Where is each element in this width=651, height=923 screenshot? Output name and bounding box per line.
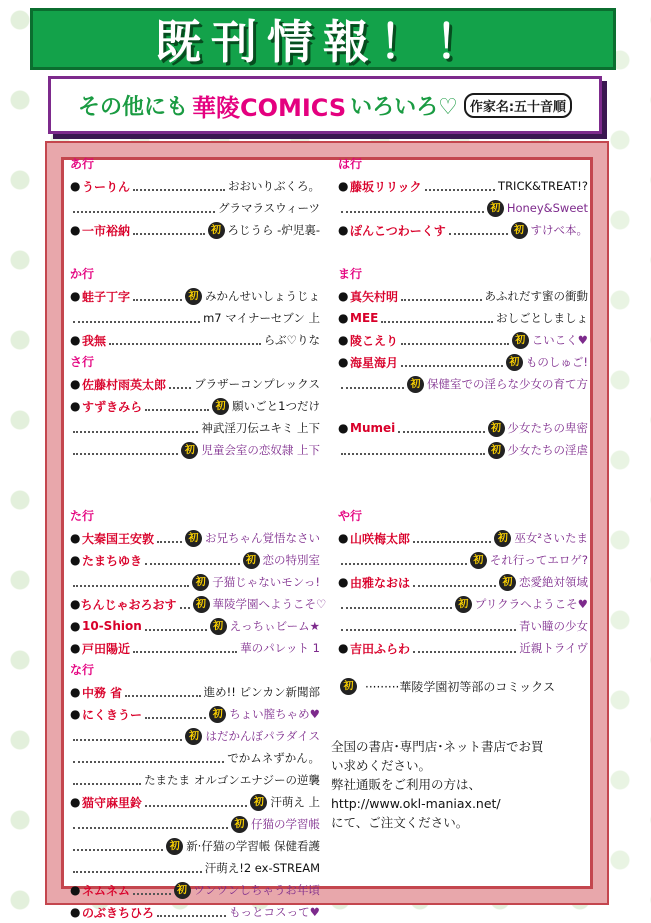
author-name: 戸田陽近: [82, 641, 131, 656]
list-item: [70, 175, 320, 197]
list-item: [338, 307, 588, 329]
list-item: [70, 593, 327, 615]
author-name: うーりん: [82, 179, 131, 194]
leader-dots: [133, 225, 205, 235]
sort-note: 作家名:五十音順: [464, 93, 572, 118]
list-item: [70, 879, 320, 901]
author-name: すずきみら: [82, 399, 143, 414]
book-title: 神武淫刀伝ユキミ 上下: [201, 421, 320, 435]
author-name: 真矢村明: [350, 289, 399, 304]
notice-url[interactable]: http://www.okl-maniax.net/: [331, 796, 501, 811]
bullet-icon: ●: [338, 531, 349, 545]
first-grade-badge-icon: 初: [470, 552, 487, 569]
author-name: 猫守麻里鈴: [82, 795, 143, 810]
book-title: m7 マイナーセブン 上: [203, 311, 320, 325]
author-name: にくきうー: [82, 707, 143, 722]
first-grade-badge-icon: 初: [185, 530, 202, 547]
leader-dots: [398, 423, 484, 433]
leader-dots: [133, 181, 225, 191]
list-item: [70, 197, 320, 219]
author-name: 山咲梅太郎: [350, 531, 411, 546]
list-item: [70, 747, 320, 769]
first-grade-badge-icon: 初: [185, 288, 202, 305]
section-heading: な行: [70, 663, 95, 677]
first-grade-badge-icon: 初: [487, 200, 504, 217]
leader-dots: [341, 445, 485, 455]
list-item: [70, 307, 320, 329]
notice-line: い求めください。: [331, 758, 432, 773]
author-name: ぽんこつわーくす: [350, 223, 446, 238]
bullet-icon: ●: [70, 531, 81, 545]
legend: [340, 678, 555, 695]
list-item: [338, 351, 588, 373]
leader-dots: [425, 181, 496, 191]
first-grade-badge-icon: 初: [193, 596, 210, 613]
list-item: [70, 395, 320, 417]
author-name: 陵こえり: [350, 333, 399, 348]
list-item: [70, 527, 320, 549]
section-heading: や行: [338, 509, 363, 523]
book-title: 巫女²さいたま: [514, 531, 588, 545]
leader-dots: [73, 841, 163, 851]
section-heading: あ行: [70, 157, 95, 171]
bullet-icon: ●: [70, 223, 81, 237]
bullet-icon: ●: [70, 179, 81, 193]
book-title: ろじうら -炉児裏-: [227, 223, 320, 237]
leader-dots: [341, 555, 467, 565]
bullet-icon: ●: [70, 685, 81, 699]
leader-dots: [145, 709, 206, 719]
book-title: 華のパレット 1: [240, 641, 320, 655]
leader-dots: [73, 203, 215, 213]
bullet-icon: ●: [70, 707, 81, 721]
brand-name: 華陵COMICS: [191, 93, 347, 122]
book-title: らぶ♡りな: [263, 333, 320, 347]
book-title: プリクラへようこそ♥: [474, 597, 588, 611]
first-grade-badge-icon: 初: [192, 574, 209, 591]
legend-text: 華陵学園初等部のコミックス: [399, 680, 555, 694]
leader-dots: [125, 687, 200, 697]
book-title: 近親トライヴ: [519, 641, 588, 655]
book-title: 児童会室の恋奴隷 上下: [201, 443, 320, 457]
leader-dots: [341, 203, 484, 213]
section-heading: さ行: [70, 355, 95, 369]
first-grade-badge-icon: 初: [455, 596, 472, 613]
book-title: 恋愛絶対領域: [519, 575, 588, 589]
leader-dots: [413, 533, 491, 543]
list-item: [70, 637, 320, 659]
first-grade-badge-icon: 初: [407, 376, 424, 393]
book-title: おおいりぶくろ。: [228, 179, 320, 193]
notice-line: 弊社通販をご利用の方は、: [331, 777, 482, 792]
bullet-icon: ●: [70, 399, 81, 413]
list-item: [338, 219, 588, 241]
author-name: のぶきちひろ: [82, 905, 155, 920]
leader-dots: [381, 313, 493, 323]
book-title: でかムネずかん。: [227, 751, 320, 765]
list-item: [338, 593, 588, 615]
author-name: 由雅なおは: [350, 575, 411, 590]
section-heading: か行: [70, 267, 95, 281]
book-title: 子猫じゃないモンっ!: [212, 575, 320, 589]
first-grade-badge-icon: 初: [212, 398, 229, 415]
list-item: [70, 615, 320, 637]
right-column: [338, 153, 588, 659]
leader-dots: [73, 753, 224, 763]
first-grade-badge-icon: 初: [340, 678, 357, 695]
first-grade-badge-icon: 初: [231, 816, 248, 833]
list-item: [70, 571, 320, 593]
book-title: おしごとしましょ: [496, 311, 588, 325]
list-item: [338, 439, 588, 461]
list-item: [70, 549, 320, 571]
book-title: こいこく♥: [531, 333, 588, 347]
section-heading: ま行: [338, 267, 363, 281]
leader-dots: [73, 731, 182, 741]
list-item: [338, 527, 588, 549]
author-name: 我無: [82, 333, 107, 348]
author-name: たまちゆき: [82, 553, 143, 568]
bullet-icon: ●: [70, 333, 81, 347]
first-grade-badge-icon: 初: [488, 420, 505, 437]
bullet-icon: ●: [338, 355, 349, 369]
list-item: [70, 813, 320, 835]
title-banner: [30, 8, 616, 70]
legend-dots: ·········: [365, 679, 400, 694]
book-title: ブラザーコンプレックス: [194, 377, 320, 391]
book-title: それ行ってエロゲ?: [489, 553, 588, 567]
list-item: [338, 571, 588, 593]
book-title: 願いごと1つだけ: [232, 399, 320, 413]
bullet-icon: ●: [338, 421, 349, 435]
bullet-icon: ●: [70, 905, 81, 919]
author-name: MEE: [350, 311, 379, 325]
bullet-icon: ●: [338, 289, 349, 303]
bullet-icon: ●: [70, 597, 81, 611]
leader-dots: [341, 379, 404, 389]
section-heading: た行: [70, 509, 95, 523]
author-name: Mumei: [350, 421, 396, 435]
list-item: [70, 681, 320, 703]
leader-dots: [73, 863, 202, 873]
author-name: 中務 省: [82, 685, 123, 700]
list-item: [338, 197, 588, 219]
list-item: [338, 417, 588, 439]
book-title: 少女たちの卑密: [507, 421, 588, 435]
leader-dots: [341, 599, 452, 609]
book-title: 少女たちの淫虐: [507, 443, 588, 457]
bullet-icon: ●: [70, 553, 81, 567]
leader-dots: [341, 621, 516, 631]
author-name: 佐藤村雨英太郎: [82, 377, 167, 392]
leader-dots: [180, 599, 190, 609]
book-title: すけべ本。: [530, 223, 588, 237]
author-name: ネムネム: [82, 883, 131, 898]
book-title: たまたま オルゴンエナジーの逆襲: [144, 773, 320, 787]
list-item: [70, 857, 320, 879]
leader-dots: [157, 907, 226, 917]
list-item: [70, 329, 320, 351]
leader-dots: [133, 885, 170, 895]
book-title: えっちぃビーム★: [229, 619, 320, 633]
bullet-icon: ●: [70, 641, 81, 655]
author-name: 海星海月: [350, 355, 399, 370]
author-name: ちんじゃおろおす: [80, 597, 177, 612]
leader-dots: [109, 335, 261, 345]
book-title: 新·仔猫の学習帳 保健看護: [186, 839, 320, 853]
leader-dots: [401, 291, 481, 301]
page-title: 既刊情報！！: [155, 15, 491, 69]
book-title: 汗萌え!2 ex-STREAM: [204, 861, 320, 875]
list-item: [70, 417, 320, 439]
list-item: [70, 725, 320, 747]
first-grade-badge-icon: 初: [166, 838, 183, 855]
leader-dots: [73, 423, 198, 433]
book-title: 保健室での淫らな少女の育て方: [427, 377, 588, 391]
leader-dots: [169, 379, 191, 389]
book-title: 仔猫の学習帳: [251, 817, 320, 831]
notice-line: にて、ご注文ください。: [331, 815, 469, 830]
list-item: [338, 175, 588, 197]
author-name: 大秦国王安敦: [82, 531, 155, 546]
first-grade-badge-icon: 初: [494, 530, 511, 547]
subtitle-part2: いろいろ♡: [350, 94, 458, 120]
book-title: 青い瞳の少女: [519, 619, 588, 633]
leader-dots: [133, 643, 237, 653]
first-grade-badge-icon: 初: [208, 222, 225, 239]
leader-dots: [449, 225, 508, 235]
book-title: ツンツンしちゃうお年頃: [193, 883, 320, 897]
bullet-icon: ●: [70, 377, 81, 391]
first-grade-badge-icon: 初: [512, 332, 529, 349]
book-title: はだかんぼパラダイス: [205, 729, 320, 743]
book-title: あふれだす蜜の衝動: [484, 289, 588, 303]
first-grade-badge-icon: 初: [209, 706, 226, 723]
list-item: [338, 637, 588, 659]
author-name: 一市裕納: [82, 223, 131, 238]
list-item: [338, 285, 588, 307]
bullet-icon: ●: [70, 619, 81, 633]
order-notice: [331, 737, 597, 832]
leader-dots: [133, 291, 182, 301]
leader-dots: [145, 555, 239, 565]
list-item: [70, 285, 320, 307]
first-grade-badge-icon: 初: [210, 618, 227, 635]
leader-dots: [145, 621, 207, 631]
list-item: [338, 329, 588, 351]
author-name: 蛙子丁字: [82, 289, 131, 304]
leader-dots: [73, 577, 189, 587]
list-item: [70, 373, 320, 395]
book-title: 華陵学園へようこそ♡: [212, 597, 327, 611]
first-grade-badge-icon: 初: [181, 442, 198, 459]
section-heading: は行: [338, 157, 363, 171]
leader-dots: [145, 401, 209, 411]
first-grade-badge-icon: 初: [185, 728, 202, 745]
leader-dots: [157, 533, 182, 543]
leader-dots: [73, 313, 200, 323]
book-title: ものしゅご!: [525, 355, 588, 369]
list-item: [338, 373, 588, 395]
leader-dots: [413, 643, 516, 653]
list-item: [70, 219, 320, 241]
author-name: 10-Shion: [82, 619, 142, 633]
first-grade-badge-icon: 初: [511, 222, 528, 239]
author-name: 藤坂リリック: [350, 179, 422, 194]
first-grade-badge-icon: 初: [488, 442, 505, 459]
list-item: [70, 439, 320, 461]
subtitle-part1: その他にも: [77, 94, 188, 120]
leader-dots: [73, 819, 228, 829]
book-title: 恋の特別室: [262, 553, 320, 567]
list-item: [338, 549, 588, 571]
book-title: 進め!! ピンカン新聞部: [203, 685, 320, 699]
subtitle-banner: [48, 76, 602, 134]
bullet-icon: ●: [70, 883, 81, 897]
book-title: 汗萌え 上: [270, 795, 320, 809]
leader-dots: [413, 577, 496, 587]
bullet-icon: ●: [338, 223, 349, 237]
list-item: [70, 703, 320, 725]
first-grade-badge-icon: 初: [250, 794, 267, 811]
first-grade-badge-icon: 初: [174, 882, 191, 899]
list-item: [70, 835, 320, 857]
notice-line: 全国の書店･専門店･ネット書店でお買: [331, 739, 544, 754]
book-title: TRICK&TREAT!?: [498, 179, 588, 193]
leader-dots: [73, 775, 141, 785]
bullet-icon: ●: [70, 795, 81, 809]
first-grade-badge-icon: 初: [499, 574, 516, 591]
first-grade-badge-icon: 初: [506, 354, 523, 371]
bullet-icon: ●: [70, 289, 81, 303]
book-title: グラマラスウィーツ: [217, 201, 320, 215]
bullet-icon: ●: [338, 333, 349, 347]
book-title: ちょい膣ちゃめ♥: [229, 707, 320, 721]
author-name: 吉田ふらわ: [350, 641, 411, 656]
leader-dots: [73, 445, 178, 455]
list-item: [70, 791, 320, 813]
book-title: もっとコスって♥: [229, 905, 320, 919]
left-column: [70, 153, 327, 923]
list-item: [70, 769, 320, 791]
list-item: [338, 615, 588, 637]
book-title: お兄ちゃん覚悟なさい: [205, 531, 320, 545]
bullet-icon: ●: [338, 311, 349, 325]
first-grade-badge-icon: 初: [243, 552, 260, 569]
bullet-icon: ●: [338, 179, 349, 193]
leader-dots: [145, 797, 247, 807]
leader-dots: [401, 335, 509, 345]
book-title: Honey&Sweet: [506, 201, 588, 215]
book-title: みかんせいしょうじょ: [205, 289, 320, 303]
bullet-icon: ●: [338, 575, 349, 589]
leader-dots: [401, 357, 503, 367]
bullet-icon: ●: [338, 641, 349, 655]
